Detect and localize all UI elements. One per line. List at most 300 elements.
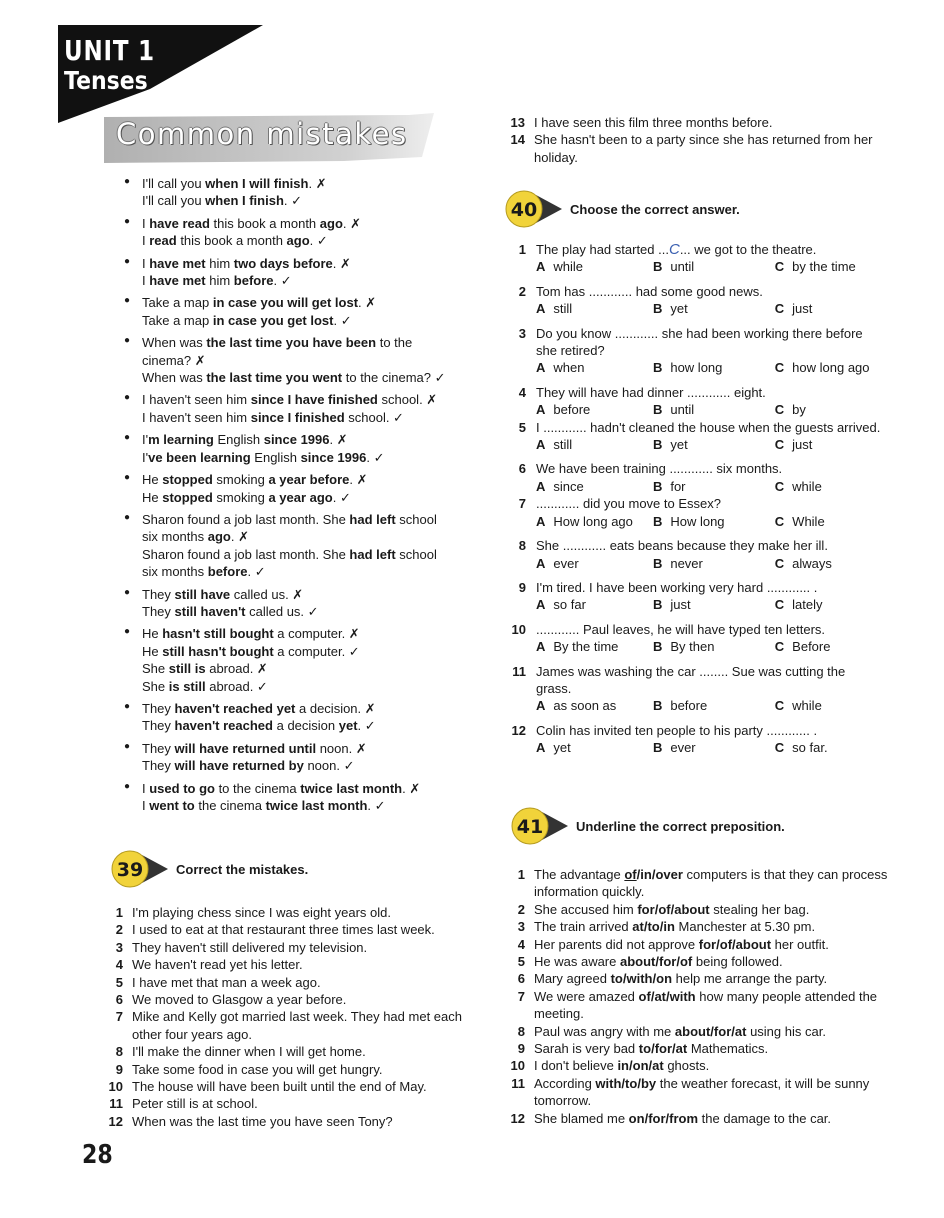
preposition-option: at xyxy=(632,919,644,935)
mistake-text: They xyxy=(142,603,175,619)
mistake-text: the cinema xyxy=(194,798,266,813)
preposition-option: / xyxy=(676,954,680,970)
mistake-lines xyxy=(142,215,484,250)
mistake-text: Take a map xyxy=(142,295,213,311)
item-text: I'm playing chess since I was eight years old. xyxy=(132,905,391,920)
option-letter: A xyxy=(536,597,546,613)
option-letter: B xyxy=(652,402,663,418)
option-text: just xyxy=(792,301,813,317)
preposition-option: about xyxy=(674,1023,711,1039)
mistake-text: . ✓ xyxy=(273,273,292,289)
exercise-41-item xyxy=(508,970,888,987)
item-number: 11 xyxy=(512,663,526,679)
preposition-option: at xyxy=(734,1023,747,1039)
unit-title: UNIT 1 xyxy=(64,34,155,67)
mistake-text: had left xyxy=(349,511,396,527)
mistake-text: still haven't xyxy=(174,603,246,619)
unit-subtitle: Tenses xyxy=(64,66,148,95)
item-text: The house will have been built until the end of May. xyxy=(132,1079,427,1095)
mistake-text: ago xyxy=(286,233,310,249)
mistake-text: stopped xyxy=(162,489,213,505)
mistake-text: . ✓ xyxy=(357,718,376,734)
question-text-start: I ............ hadn't cleaned the house when the guests arrived. xyxy=(536,419,881,435)
exercise-40-question xyxy=(502,495,882,512)
bullet-icon: ● xyxy=(124,215,131,227)
mistake-text: . ✓ xyxy=(333,312,352,328)
sentence-text: The advantage xyxy=(534,867,625,882)
answer-option xyxy=(775,555,882,572)
mistake-lines xyxy=(142,255,484,290)
mistake-line xyxy=(142,449,484,466)
mistake-item xyxy=(124,215,484,250)
exercise-41-item xyxy=(508,953,888,970)
preposition-option: / xyxy=(643,919,648,935)
sentence-text: Sarah is very bad xyxy=(534,1041,639,1057)
answer-option xyxy=(775,436,882,453)
item-number: 2 xyxy=(517,901,525,917)
mistake-text: the last time you went xyxy=(206,370,343,386)
option-text: since xyxy=(553,478,584,494)
mistake-lines xyxy=(142,471,484,506)
option-letter: B xyxy=(652,740,663,756)
exercise-41-item xyxy=(508,901,888,918)
bullet-icon: ● xyxy=(124,392,131,404)
exercise-40-question xyxy=(502,241,882,258)
question-text xyxy=(536,241,882,258)
preposition-option: / xyxy=(659,919,664,935)
item-text xyxy=(534,1075,888,1110)
option-letter: B xyxy=(652,555,663,571)
mistake-text: She xyxy=(142,661,169,677)
mistake-line xyxy=(142,740,484,757)
answer-option xyxy=(653,513,775,530)
mistake-text: six months xyxy=(142,564,208,580)
item-number: 4 xyxy=(518,384,526,400)
mistake-text: They xyxy=(142,700,175,716)
mistake-line xyxy=(142,409,484,426)
mistake-text: He xyxy=(142,643,163,659)
mistake-text: this book a month xyxy=(209,215,320,231)
mistake-text: ago xyxy=(319,215,343,231)
mistake-text: Sharon found a job last month. She xyxy=(142,511,350,527)
item-text xyxy=(534,1110,888,1127)
mistake-line xyxy=(142,431,484,448)
mistake-text: still hasn't bought xyxy=(162,643,274,659)
answer-option xyxy=(653,300,775,317)
exercise-40-item xyxy=(502,325,882,377)
mistake-text: . ✓ xyxy=(366,449,385,465)
item-number: 1 xyxy=(115,905,123,920)
option-letter: A xyxy=(536,698,546,714)
item-number: 10 xyxy=(510,1058,525,1074)
question-text-end: ... we got to the theatre. xyxy=(679,242,817,257)
sentence-text: Mary agreed xyxy=(534,971,611,987)
mistake-text: called us. ✓ xyxy=(245,603,319,619)
preposition-option: to xyxy=(610,971,623,987)
question-text-start: They will have had dinner ............ eight. xyxy=(536,384,766,400)
mistake-line xyxy=(142,255,484,272)
mistake-text: m learning xyxy=(148,432,214,448)
exercise-41-item xyxy=(508,1110,888,1127)
answer-option xyxy=(536,300,653,317)
item-text: Mike and Kelly got married last week. They had met each other four years ago. xyxy=(132,1009,462,1042)
option-text: until xyxy=(670,402,695,418)
preposition-option: for xyxy=(637,901,655,917)
mistake-line xyxy=(142,780,484,797)
exercise-40-item xyxy=(502,621,882,656)
mistake-text: I haven't seen him xyxy=(142,409,251,425)
item-text: We haven't read yet his letter. xyxy=(132,957,303,973)
preposition-option: / xyxy=(732,936,736,952)
item-text xyxy=(534,1040,888,1057)
preposition-option: / xyxy=(622,971,627,987)
item-number: 7 xyxy=(115,1009,123,1025)
mistake-text: . ✗ xyxy=(402,780,421,796)
option-text: always xyxy=(792,555,832,571)
answer-options xyxy=(502,401,882,418)
answer-option xyxy=(536,401,653,418)
mistake-line xyxy=(142,369,484,386)
answer-option xyxy=(536,513,653,530)
exercise-39-header xyxy=(108,849,488,889)
preposition-option: in xyxy=(617,1058,629,1074)
preposition-option: / xyxy=(655,954,659,970)
item-text: When was the last time you have seen Tony? xyxy=(132,1113,393,1129)
exercise-40 xyxy=(502,189,882,757)
item-text: I have met that man a week ago. xyxy=(132,974,321,990)
option-text: still xyxy=(553,437,573,453)
option-text: While xyxy=(792,513,825,529)
exercise-40-item xyxy=(502,419,882,454)
item-number: 6 xyxy=(518,461,526,477)
option-letter: C xyxy=(774,698,785,714)
answer-option xyxy=(775,739,882,756)
answer-option xyxy=(536,258,653,275)
preposition-option: on xyxy=(632,1058,649,1074)
option-letter: C xyxy=(774,437,785,453)
question-text xyxy=(536,325,882,360)
sentence-text: Manchester at 5.30 pm. xyxy=(674,919,816,935)
mistake-text: haven't reached yet xyxy=(174,700,296,716)
mistake-line xyxy=(142,334,484,351)
preposition-option: with xyxy=(626,971,653,987)
mistake-text: a decision. ✗ xyxy=(295,700,376,716)
preposition-option: / xyxy=(650,988,655,1004)
sentence-text: Her parents did not approve xyxy=(534,936,699,952)
item-number: 1 xyxy=(517,867,525,882)
item-number: 12 xyxy=(108,1113,123,1129)
item-number: 10 xyxy=(511,621,526,637)
mistake-line xyxy=(142,471,484,488)
preposition-option: of xyxy=(719,936,733,952)
answer-option xyxy=(653,638,775,655)
mistake-text: to the cinema? ✓ xyxy=(342,370,446,386)
preposition-option: with xyxy=(669,988,696,1004)
question-text-start: James was washing the car ........ Sue was cutting the grass. xyxy=(536,663,846,696)
option-text: as soon as xyxy=(553,698,617,714)
option-text: By then xyxy=(670,639,715,655)
mistake-line xyxy=(142,678,484,695)
mistake-line xyxy=(142,797,484,814)
mistake-text: school. ✓ xyxy=(344,409,404,425)
sentence-text: stealing her bag. xyxy=(709,901,810,917)
preposition-option: at xyxy=(675,1041,688,1057)
option-text: before xyxy=(670,698,708,714)
preposition-option: / xyxy=(651,1041,655,1057)
mistake-text: They xyxy=(142,718,175,734)
mistake-text: him xyxy=(205,273,234,289)
item-number: 8 xyxy=(115,1044,123,1060)
item-number: 9 xyxy=(115,1061,123,1077)
mistake-lines xyxy=(142,511,484,581)
preposition-option: to xyxy=(647,919,660,935)
question-text xyxy=(536,663,882,698)
mistake-text: I xyxy=(142,273,150,289)
answer-option xyxy=(536,596,653,613)
mistake-text: . ✗ xyxy=(358,295,377,311)
option-letter: B xyxy=(652,259,663,275)
exercise-title: Correct the mistakes. xyxy=(176,861,309,877)
item-number: 6 xyxy=(115,992,123,1008)
item-number: 6 xyxy=(517,971,525,987)
option-letter: B xyxy=(652,698,663,714)
preposition-option: for xyxy=(659,954,677,970)
mistake-text: . ✗ xyxy=(349,472,368,488)
preposition-option: about xyxy=(674,901,710,917)
preposition-option: / xyxy=(672,1041,676,1057)
mistake-text: will have returned by xyxy=(174,758,304,774)
option-text: by xyxy=(792,402,806,418)
answer-option xyxy=(536,697,653,714)
mistake-lines xyxy=(142,431,484,466)
item-number: 1 xyxy=(518,242,526,257)
preposition-option: of xyxy=(679,954,693,970)
option-text: how long xyxy=(670,360,723,376)
item-number: 11 xyxy=(109,1096,123,1112)
exercise-40-question xyxy=(502,663,882,698)
sentence-text: ghosts. xyxy=(663,1058,710,1074)
preposition-option: by xyxy=(640,1075,657,1091)
item-number: 7 xyxy=(518,496,526,512)
mistake-text: I'll call you xyxy=(142,176,206,191)
option-text: while xyxy=(553,259,584,275)
preposition-option: / xyxy=(621,1075,626,1091)
answer-option xyxy=(653,258,775,275)
preposition-option: / xyxy=(731,1023,735,1039)
question-text-start: Tom has ............ had some good news. xyxy=(536,283,763,299)
option-text: while xyxy=(792,698,822,714)
mistake-text: in case you will get lost xyxy=(212,295,359,311)
mistake-line xyxy=(142,511,484,528)
question-text xyxy=(536,460,882,477)
sentence-text: She blamed me xyxy=(534,1110,629,1126)
mistake-item xyxy=(124,740,484,775)
option-letter: B xyxy=(652,478,663,494)
sentence-text: computers is that they can process information quickly. xyxy=(534,867,888,900)
bullet-icon: ● xyxy=(124,780,131,792)
answer-option xyxy=(536,555,653,572)
mistake-text: stopped xyxy=(162,472,213,488)
mistake-text: They xyxy=(142,758,175,774)
mistake-lines xyxy=(142,625,484,695)
exercise-41-item xyxy=(508,936,888,953)
mistake-text: haven't reached xyxy=(174,718,273,734)
sentence-text: He was aware xyxy=(534,954,620,970)
exercise-40-item xyxy=(502,283,882,318)
exercise-39-items xyxy=(106,904,488,1130)
mistake-text: twice last month xyxy=(265,798,368,813)
option-text: so far. xyxy=(792,740,828,756)
mistake-text: have read xyxy=(149,215,210,231)
mistake-text: . ✗ xyxy=(342,215,362,231)
mistake-line xyxy=(142,586,484,603)
option-text: yet xyxy=(670,437,688,453)
answer-option xyxy=(775,401,882,418)
sentence-text: We were amazed xyxy=(534,988,639,1004)
option-letter: C xyxy=(774,597,785,613)
preposition-option: / xyxy=(648,1058,653,1074)
sentence-text: I don't believe xyxy=(534,1058,618,1074)
exercise-40-question xyxy=(502,460,882,477)
exercise-39-item xyxy=(106,1061,488,1078)
item-text xyxy=(534,970,888,987)
item-number: 8 xyxy=(517,1023,525,1039)
mistake-line xyxy=(142,757,484,774)
exercise-40-item xyxy=(502,579,882,614)
preposition-option: / xyxy=(651,867,656,882)
option-text: when xyxy=(553,360,585,376)
item-text: I used to eat at that restaurant three times last week. xyxy=(132,922,435,938)
item-number: 5 xyxy=(115,974,123,990)
mistake-line xyxy=(142,717,484,734)
mistake-item xyxy=(124,625,484,695)
preposition-option: for xyxy=(713,1023,732,1039)
section-title: Common mistakes xyxy=(116,117,408,151)
sentence-text: the damage to the car. xyxy=(698,1110,832,1126)
exercise-title: Choose the correct answer. xyxy=(570,201,740,217)
mistake-text: I xyxy=(142,255,150,271)
preposition-option: / xyxy=(665,1110,670,1126)
exercise-39-item xyxy=(106,1043,488,1060)
preposition-option: / xyxy=(654,901,659,917)
mistake-item xyxy=(124,431,484,466)
option-letter: A xyxy=(536,478,546,494)
exercise-40-item xyxy=(502,460,882,495)
mistake-text: six months xyxy=(142,529,208,545)
option-text: yet xyxy=(670,301,688,317)
option-letter: B xyxy=(652,437,663,453)
item-number: 11 xyxy=(511,1075,525,1091)
option-letter: C xyxy=(774,301,785,317)
mistake-text: noon. ✓ xyxy=(303,758,355,774)
item-text xyxy=(534,1057,888,1074)
mistake-text: smoking xyxy=(212,472,269,488)
preposition-option: from xyxy=(669,1110,699,1126)
preposition-option: for xyxy=(648,1110,666,1126)
mistake-text: When was xyxy=(142,335,207,351)
mistake-text: English xyxy=(213,432,264,448)
item-text xyxy=(534,866,888,901)
mistake-item xyxy=(124,511,484,581)
preposition-option: for xyxy=(654,1041,673,1057)
bullet-icon: ● xyxy=(124,295,131,307)
item-number: 9 xyxy=(517,1041,525,1057)
preposition-option: / xyxy=(629,1058,633,1074)
exercise-41-item xyxy=(508,1075,888,1110)
mistake-item xyxy=(124,700,484,735)
exercise-40-question xyxy=(502,419,882,436)
mistake-text: He xyxy=(142,472,163,488)
item-number: 3 xyxy=(518,325,526,341)
item-number: 2 xyxy=(518,283,526,299)
exercise-40-item xyxy=(502,241,882,276)
option-text: while xyxy=(792,478,822,494)
mistake-line xyxy=(142,700,484,717)
bullet-icon: ● xyxy=(124,255,131,267)
mistake-item xyxy=(124,780,484,815)
mistake-text: I xyxy=(142,233,150,249)
answer-option xyxy=(775,359,882,376)
option-letter: C xyxy=(774,555,785,571)
mistake-text: school xyxy=(395,546,437,562)
mistake-lines xyxy=(142,780,484,815)
preposition-option: of xyxy=(658,901,671,917)
item-text xyxy=(534,918,888,935)
mistake-text: abroad. ✓ xyxy=(205,678,268,694)
preposition-option: in xyxy=(640,867,652,882)
answer-option xyxy=(653,739,775,756)
preposition-option: on xyxy=(656,971,673,987)
mistake-line xyxy=(142,352,484,369)
mistake-text: a computer. ✗ xyxy=(273,626,360,642)
exercise-41-item xyxy=(508,1023,888,1040)
answer-options xyxy=(502,478,882,495)
option-text: ever xyxy=(553,555,579,571)
preposition-option: to xyxy=(638,1041,652,1057)
exercise-41-items xyxy=(508,866,888,1127)
exercise-title: Underline the correct preposition. xyxy=(576,818,785,834)
option-text: lately xyxy=(792,597,823,613)
mistake-line xyxy=(142,489,484,506)
option-text: Before xyxy=(792,639,831,655)
bullet-icon: ● xyxy=(124,700,131,712)
preposition-option: about xyxy=(735,936,772,952)
mistake-line xyxy=(142,272,484,289)
mistake-text: him xyxy=(205,255,234,271)
exercise-number: 41 xyxy=(516,816,544,838)
mistake-text: When was xyxy=(142,370,207,386)
question-text xyxy=(536,722,882,739)
preposition-option: in xyxy=(663,919,675,935)
common-mistakes-list xyxy=(124,175,484,814)
mistake-text: used to go xyxy=(149,780,215,796)
option-letter: A xyxy=(536,360,546,376)
bullet-icon: ● xyxy=(124,626,131,638)
mistake-text: He xyxy=(142,489,163,505)
answer-option xyxy=(536,436,653,453)
item-text: Take some food in case you will get hungry. xyxy=(132,1061,383,1077)
question-text xyxy=(536,384,882,401)
item-number: 12 xyxy=(510,1110,525,1126)
page-number: 28 xyxy=(82,1140,113,1170)
answer-option xyxy=(536,739,653,756)
exercise-40-question xyxy=(502,579,882,596)
mistake-text: . ✗ xyxy=(329,432,348,448)
exercise-39-item xyxy=(508,131,878,166)
exercise-39-items-continued xyxy=(508,114,878,166)
mistake-lines xyxy=(142,740,484,775)
item-text xyxy=(534,901,888,918)
